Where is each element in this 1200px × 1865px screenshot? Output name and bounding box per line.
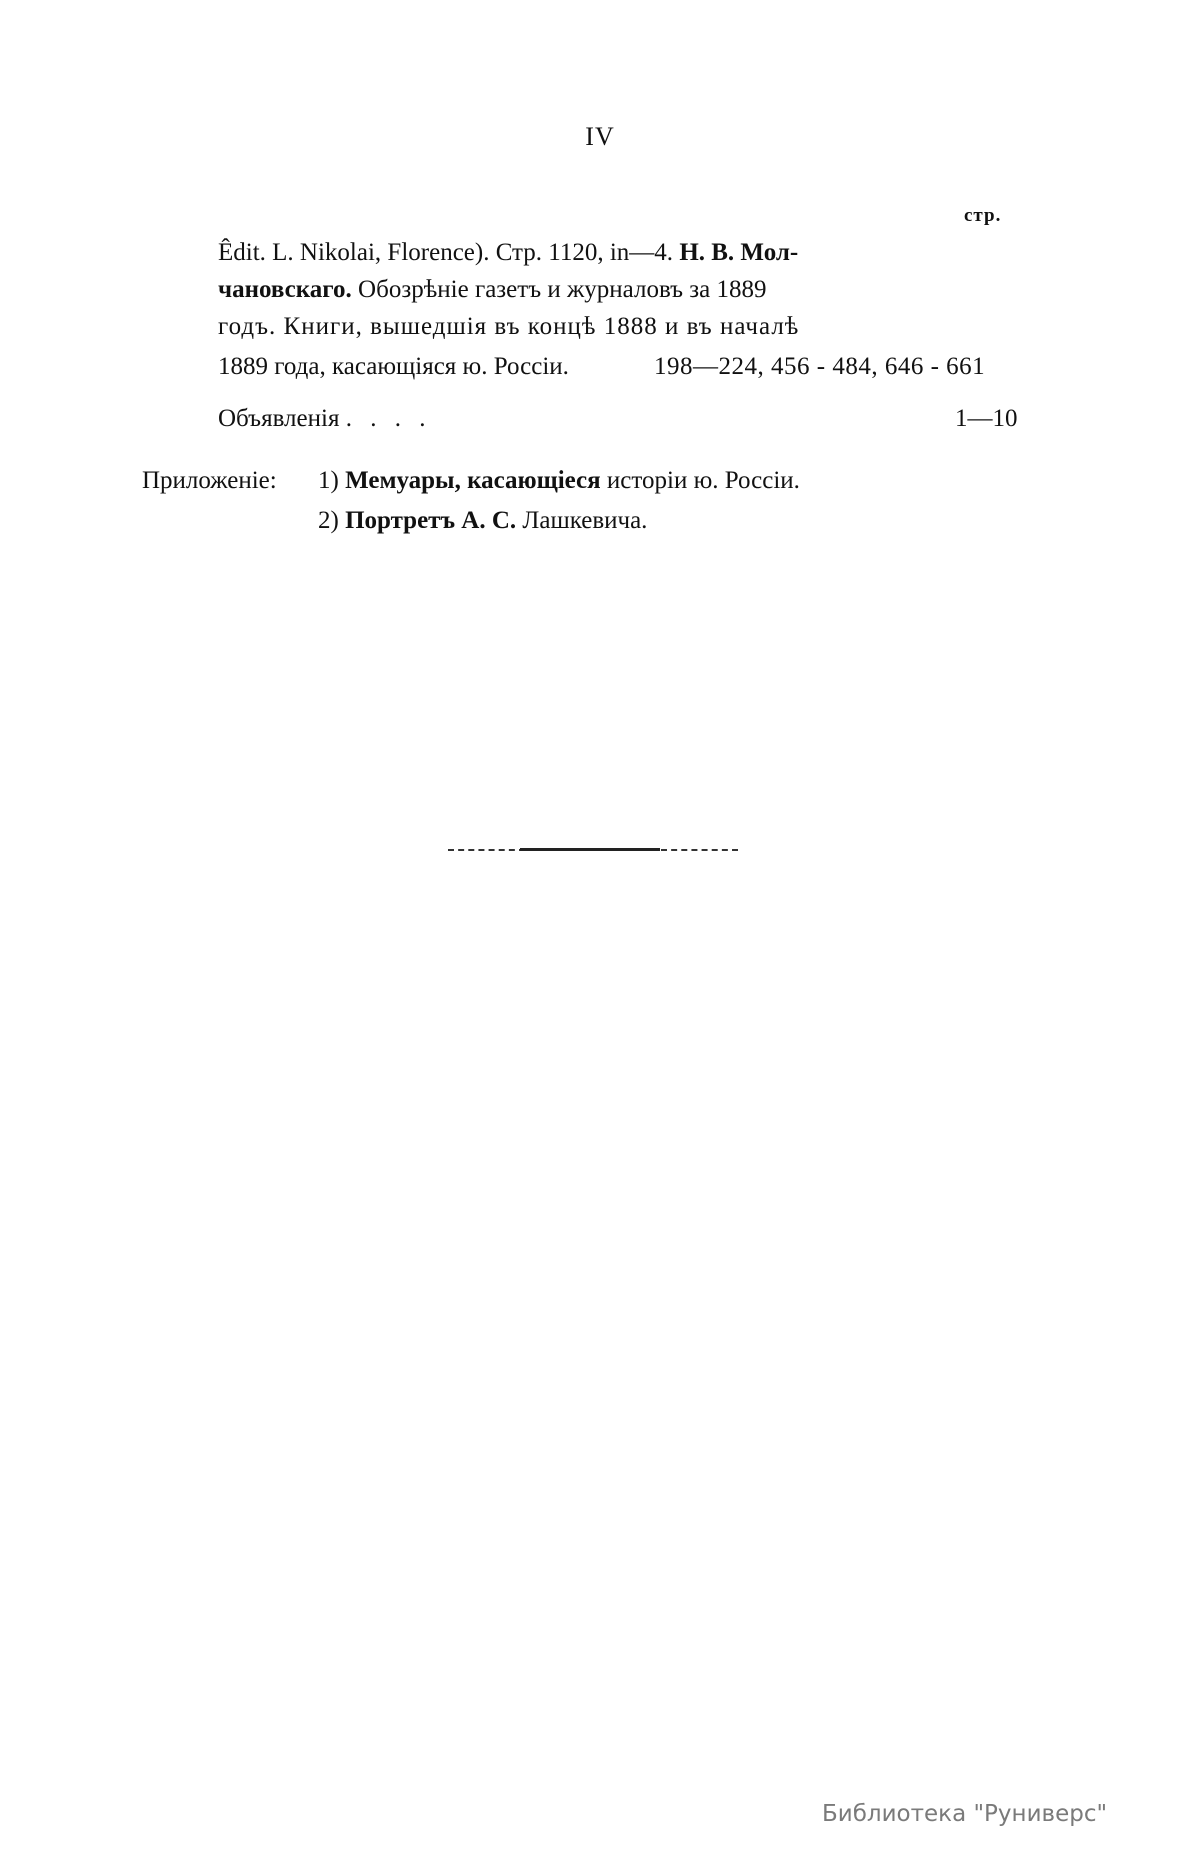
appendix-item-1 bbox=[318, 468, 800, 493]
toc-entry-author-part-1: Н. В. Мол- bbox=[679, 239, 799, 266]
section-divider-rule-center bbox=[520, 848, 660, 851]
toc-entry-line-2-text: Обозрѣніе газетъ и журналовъ за 1889 bbox=[351, 276, 767, 303]
toc-entry-line-4: 1889 года, касающіяся ю. Россіи. bbox=[218, 353, 569, 380]
toc-entry-pages: 198—224, 456 - 484, 646 - 661 bbox=[654, 353, 986, 380]
appendix-item-2-number: 2) bbox=[318, 507, 339, 534]
toc-entry-author-part-2: чановскаго. bbox=[218, 276, 352, 303]
toc-entry-line-3: годъ. Книги, вышедшія въ концѣ 1888 и въ началѣ bbox=[218, 313, 800, 340]
toc-ads-pages: 1—10 bbox=[955, 405, 1018, 432]
pages-column-header: стр. bbox=[964, 205, 1002, 226]
toc-entry-line-1 bbox=[218, 240, 798, 265]
toc-entry-line-2 bbox=[218, 277, 767, 302]
appendix-item-1-number: 1) bbox=[318, 467, 339, 494]
toc-ads-entry bbox=[218, 406, 431, 431]
appendix-item-2-text: Лашкевича. bbox=[522, 507, 648, 534]
appendix-label: Приложеніе: bbox=[142, 467, 277, 494]
library-watermark: Библиотека "Руниверс" bbox=[822, 1801, 1108, 1827]
page-number: IV bbox=[585, 122, 615, 151]
appendix-item-1-title: Мемуары, касающіеся bbox=[345, 467, 601, 494]
appendix-item-2 bbox=[318, 508, 647, 533]
appendix-item-2-title: Портретъ А. С. bbox=[345, 507, 517, 534]
appendix-item-1-text: исторіи ю. Россіи. bbox=[606, 467, 800, 494]
toc-ads-dots: . . . . bbox=[345, 405, 432, 432]
toc-entry-line-1-text: Êdit. L. Nikolai, Florence). Стр. 1120, in—4. bbox=[218, 239, 680, 266]
toc-ads-label: Объявленія bbox=[218, 405, 340, 432]
